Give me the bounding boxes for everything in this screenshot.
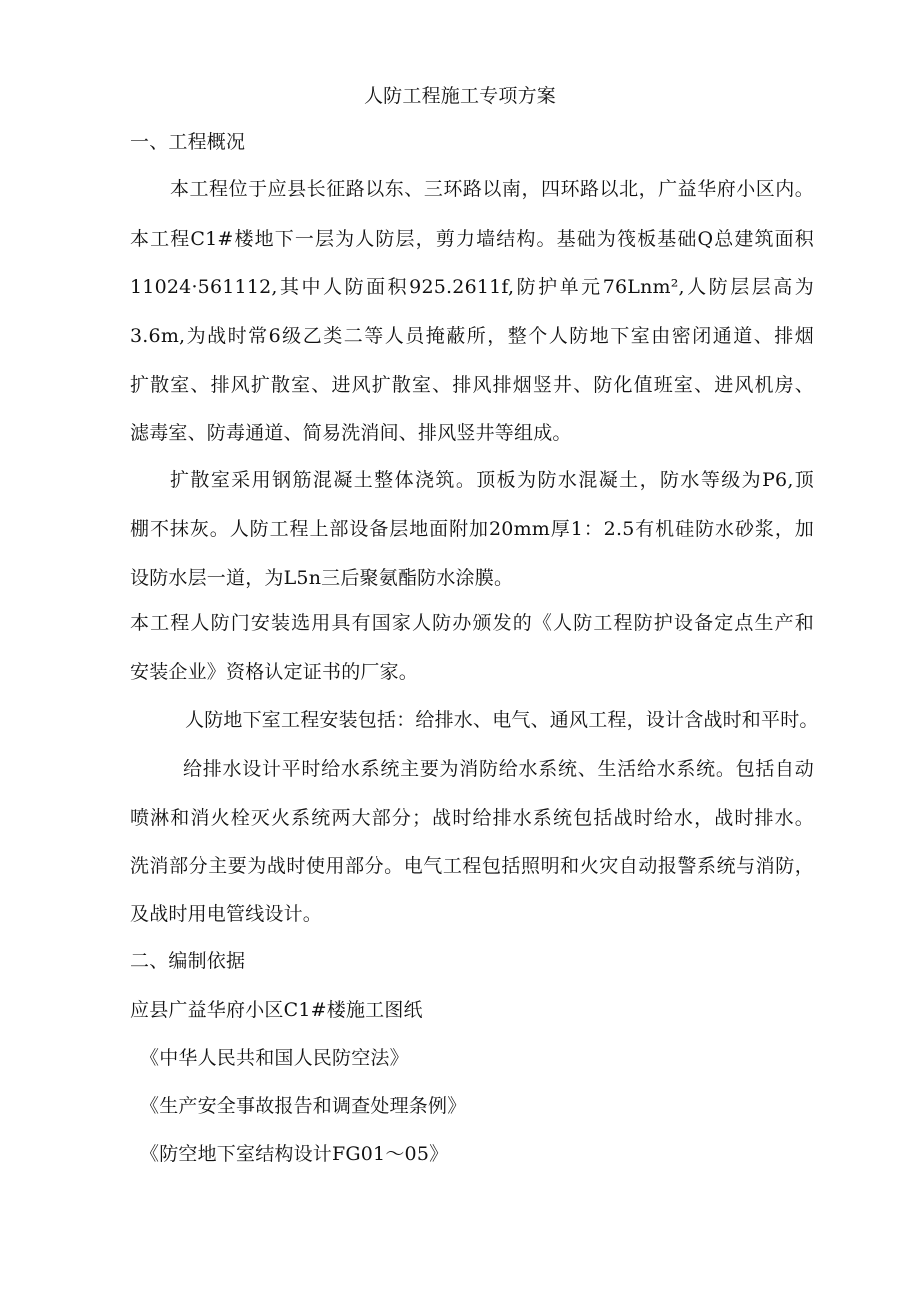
paragraph-line: 设防水层一道，为L5n三后聚氨酯防水涂膜。: [130, 567, 514, 589]
paragraph-line: 安装企业》资格认定证书的厂家。: [130, 661, 419, 683]
paragraph-line: 扩散室采用钢筋混凝土整体浇筑。顶板为防水混凝土，防水等级为P6,顶: [170, 469, 814, 491]
reference-item: 《防空地下室结构设计FG01～05》: [140, 1143, 449, 1165]
paragraph-line: 本工程C1#楼地下一层为人防层，剪力墙结构。基础为筏板基础Q总建筑面积: [130, 228, 814, 250]
paragraph-line: 本工程人防门安装选用具有国家人防办颁发的《人防工程防护设备定点生产和: [130, 612, 814, 634]
paragraph-line: 3.6m,为战时常6级乙类二等人员掩蔽所，整个人防地下室由密闭通道、排烟: [130, 325, 814, 347]
paragraph-line: 本工程位于应县长征路以东、三环路以南，四环路以北，广益华府小区内。: [170, 178, 814, 200]
paragraph-line: 给排水设计平时给水系统主要为消防给水系统、生活给水系统。包括自动: [183, 758, 814, 780]
paragraph-line: 及战时用电管线设计。: [130, 903, 323, 925]
paragraph-line: 棚不抹灰。人防工程上部设备层地面附加20mm厚1：2.5有机硅防水砂浆，加: [130, 518, 814, 540]
paragraph-line: 滤毒室、防毒通道、简易洗消间、排风竖井等组成。: [130, 422, 572, 444]
paragraph-line: 喷淋和消火栓灭火系统两大部分；战时给排水系统包括战时给水，战时排水。: [130, 807, 814, 829]
document-title: 人防工程施工专项方案: [363, 85, 556, 107]
section-heading-overview: 一、工程概况: [130, 131, 246, 153]
reference-item: 《中华人民共和国人民防空法》: [140, 1047, 409, 1069]
reference-item: 应县广益华府小区C1#楼施工图纸: [130, 999, 423, 1021]
paragraph-line: 11024·561112,其中人防面积925.2611f,防护单元76Lnm²,人防层层高为: [130, 276, 814, 298]
paragraph-line: 人防地下室工程安装包括：给排水、电气、通风工程，设计含战时和平时。: [185, 709, 819, 731]
section-heading-basis: 二、编制依据: [130, 950, 246, 972]
paragraph-line: 扩散室、排风扩散室、进风扩散室、排风排烟竖井、防化值班室、进风机房、: [130, 374, 814, 396]
reference-item: 《生产安全事故报告和调查处理条例》: [140, 1095, 467, 1117]
paragraph-line: 洗消部分主要为战时使用部分。电气工程包括照明和火灾自动报警系统与消防，: [130, 855, 814, 877]
